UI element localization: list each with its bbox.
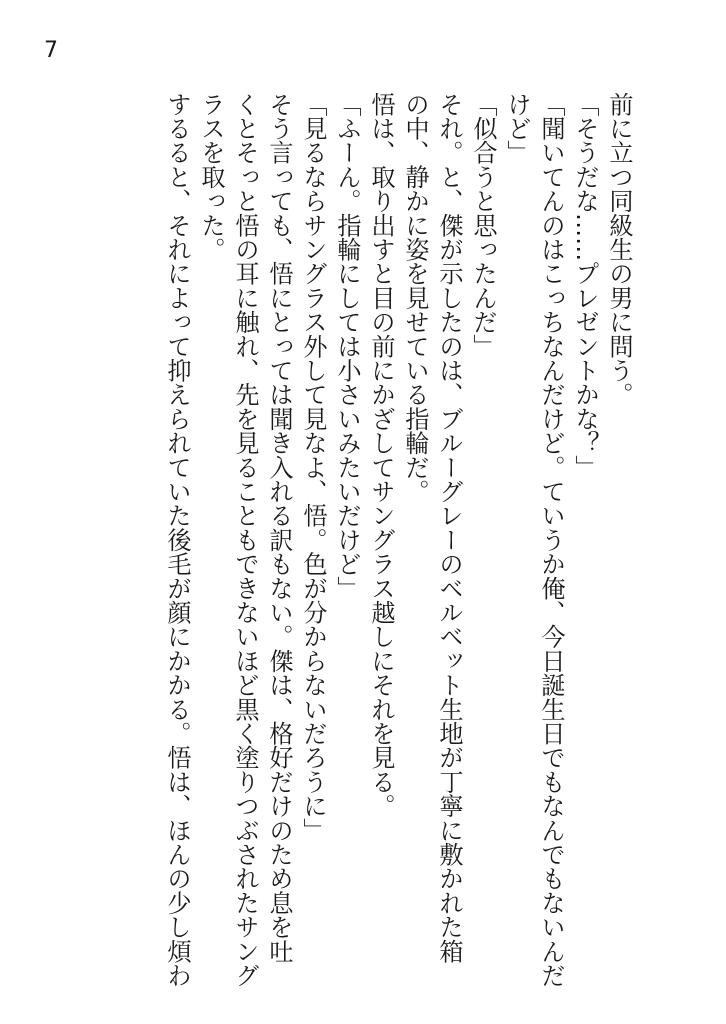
- text-line: 「聞いてんのはこっちなんだけど。ていうか俺、今日誕生日でもなんでもないんだ: [537, 92, 565, 988]
- text-line: 「見るならサングラス外して見なよ、悟。色が分からないだろうに」: [299, 92, 327, 843]
- text-line: くとそっと悟の耳に触れ、先を見ることもできないほど黒く塗りつぶされたサング: [231, 92, 259, 988]
- page-number: 7: [44, 38, 58, 63]
- text-line: ラスを取った。: [197, 92, 225, 262]
- text-line: けど」: [503, 92, 531, 165]
- text-line: 悟は、取り出すと目の前にかざしてサングラス越しにそれを見る。: [367, 92, 395, 818]
- text-line: それ。と、傑が示したのは、ブルーグレーのベルベット生地が丁寧に敷かれた箱: [435, 92, 463, 964]
- text-line: 「似合うと思ったんだ」: [469, 92, 497, 359]
- body-text: [70, 92, 636, 992]
- text-line: 「そうだな……プレゼントかな？」: [571, 92, 599, 480]
- text-line: 「ふーん。指輪にしては小さいみたいだけど」: [333, 92, 361, 601]
- text-line: 前に立つ同級生の男に問う。: [605, 92, 633, 407]
- text-line: の中、静かに姿を見せている指輪だ。: [401, 92, 429, 504]
- text-line: そう言っても、悟にとっては聞き入れる訳もない。傑は、格好だけのため息を吐: [265, 92, 293, 964]
- text-line: するると、それによって抑えられていた後毛が顔にかかる。悟は、ほんの少し煩わ: [163, 92, 191, 988]
